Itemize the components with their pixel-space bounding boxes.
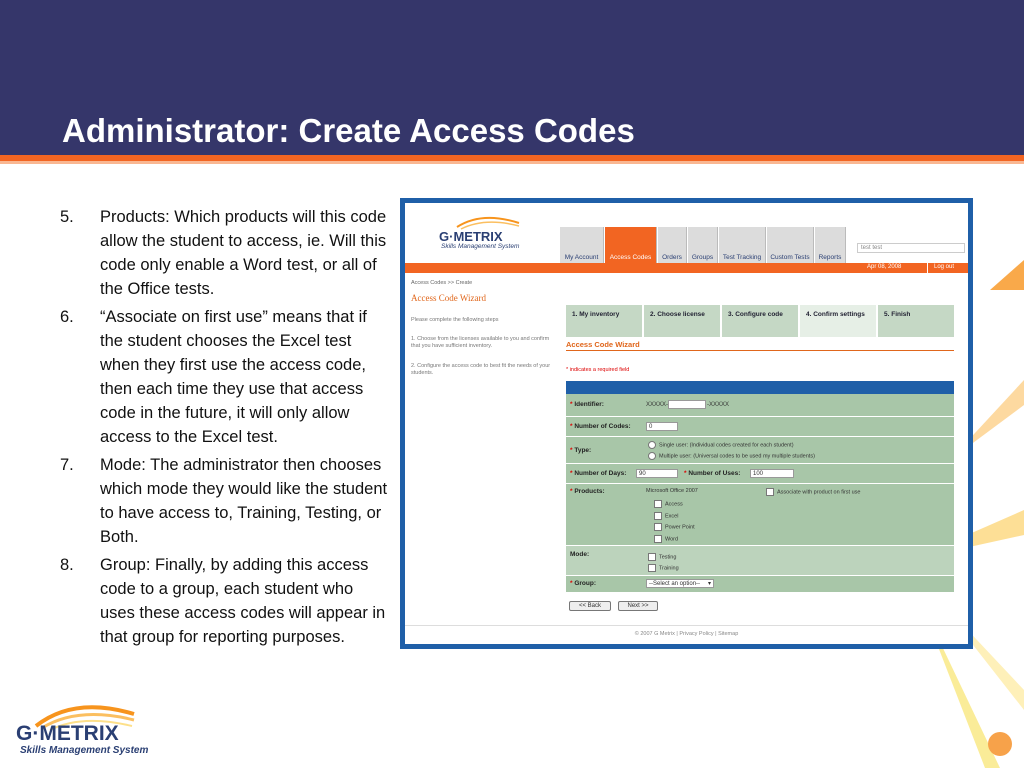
mode-training[interactable]: Training — [648, 564, 679, 572]
checkbox[interactable] — [648, 553, 656, 561]
slide-logo-brand: G·METRIX — [16, 722, 119, 745]
days-uses-row — [566, 464, 954, 484]
wizard-step-5: 5. Finish — [878, 305, 954, 337]
footer-divider — [405, 625, 968, 626]
identifier-row — [566, 394, 954, 417]
bullet-number: 8. — [60, 556, 74, 574]
sidebar-step-2: 2. Configure the access code to best fit the needs of your students. — [411, 363, 551, 376]
radio-button[interactable] — [648, 441, 656, 449]
tab-access-codes[interactable]: Access Codes — [605, 227, 657, 263]
num-days-input[interactable]: 90 — [636, 469, 678, 478]
tab-reports[interactable]: Reports — [815, 227, 846, 263]
bullet-number: 6. — [60, 308, 74, 326]
mode-row — [566, 546, 954, 576]
breadcrumb: Access Codes >> Create — [411, 280, 473, 286]
checkbox[interactable] — [654, 535, 662, 543]
products-row — [566, 484, 954, 546]
associate-option[interactable]: Associate with product on first use — [766, 488, 860, 496]
checkbox[interactable] — [648, 564, 656, 572]
bullet-item — [60, 205, 390, 301]
num-codes-input[interactable]: 0 — [646, 422, 678, 431]
type-single-option[interactable]: Single user: (Individual codes created for each student) — [648, 441, 794, 449]
checkbox[interactable] — [766, 488, 774, 496]
section-divider — [566, 350, 954, 351]
chevron-down-icon: ▾ — [707, 581, 711, 587]
wizard-title: Access Code Wizard — [411, 293, 486, 303]
divider — [927, 263, 928, 273]
sidebar-step-1: 1. Choose from the licenses available to you and confirm that you have sufficient inventory. — [411, 336, 550, 349]
num-codes-label: * Number of Codes: — [570, 423, 631, 430]
type-row — [566, 437, 954, 464]
product-word[interactable]: Word — [654, 535, 678, 543]
section-title: Access Code Wizard — [566, 340, 640, 349]
slide-title: Administrator: Create Access Codes — [62, 112, 635, 149]
group-select[interactable]: --Select an option-- ▾ — [646, 579, 714, 588]
app-logo-brand: G·METRIX — [439, 229, 503, 244]
bullet-text: “Associate on first use” means that if the student chooses the Excel test when they first use the access code, then each time they use that access code in the future, it will only allow access to the Excel test. — [100, 308, 367, 446]
type-label: * Type: — [570, 447, 592, 454]
tab-my-account[interactable]: My Account — [560, 227, 604, 263]
tab-custom-tests[interactable]: Custom Tests — [767, 227, 814, 263]
logout-link[interactable]: Log out — [934, 264, 955, 270]
num-uses-label: * Number of Uses: — [684, 470, 741, 477]
radio-button[interactable] — [648, 452, 656, 460]
identifier-prefix: XXXXX- — [646, 402, 669, 408]
screenshot-frame — [400, 198, 973, 649]
form-header-bar — [566, 381, 954, 394]
wizard-step-1: 1. My inventory — [566, 305, 644, 337]
bullet-text: Group: Finally, by adding this access code to a group, each student who uses these access codes will appear in that group for reporting purposes. — [100, 556, 386, 646]
mode-testing[interactable]: Testing — [648, 553, 676, 561]
slide-logo-tagline: Skills Management System — [20, 745, 149, 756]
wizard-step-4: 4. Confirm settings — [800, 305, 878, 337]
product-powerpoint[interactable]: Power Point — [654, 523, 695, 531]
tab-orders[interactable]: Orders — [658, 227, 687, 263]
num-codes-row — [566, 417, 954, 437]
bullet-number: 7. — [60, 456, 74, 474]
next-button[interactable]: Next >> — [618, 601, 658, 611]
bullet-item — [60, 553, 390, 649]
group-row — [566, 576, 954, 593]
num-days-label: * Number of Days: — [570, 470, 627, 477]
identifier-suffix: -XXXXX — [707, 402, 730, 408]
checkbox[interactable] — [654, 523, 662, 531]
bullet-text: Products: Which products will this code allow the student to access, ie. Will this code only enable a Word test, or all of the Office tests. — [100, 208, 387, 298]
required-note: * indicates a required field — [566, 367, 630, 373]
wizard-step-3: 3. Configure code — [722, 305, 800, 337]
num-uses-input[interactable]: 100 — [750, 469, 794, 478]
app-footer: © 2007 G Metrix | Privacy Policy | Sitemap — [634, 631, 739, 637]
bullet-list — [60, 205, 390, 653]
tab-test-tracking[interactable]: Test Tracking — [719, 227, 766, 263]
bullet-text: Mode: The administrator then chooses which mode they would like the student to have access to, Training, Testing, or Both. — [100, 456, 388, 546]
identifier-input[interactable] — [668, 400, 706, 409]
bullet-item — [60, 305, 390, 449]
product-excel[interactable]: Excel — [654, 512, 678, 520]
checkbox[interactable] — [654, 500, 662, 508]
date-label: Apr 08, 2008 — [867, 264, 902, 270]
wizard-step-2: 2. Choose license — [644, 305, 722, 337]
bullet-item — [60, 453, 390, 549]
tab-groups[interactable]: Groups — [688, 227, 718, 263]
checkbox[interactable] — [654, 512, 662, 520]
mode-label: Mode: — [570, 551, 590, 558]
group-label: * Group: — [570, 580, 597, 587]
type-multiple-option[interactable]: Multiple user: (Universal codes to be used my multiple students) — [648, 452, 815, 460]
header-divider-shadow — [0, 161, 1024, 164]
app-logo-tagline: Skills Management System — [441, 243, 520, 250]
identifier-label: * Identifier: — [570, 401, 604, 408]
sidebar-intro: Please complete the following steps — [411, 317, 499, 323]
product-group-label: Microsoft Office 2007 — [646, 488, 698, 494]
product-access[interactable]: Access — [654, 500, 683, 508]
products-label: * Products: — [570, 488, 605, 495]
back-button[interactable]: << Back — [569, 601, 611, 611]
search-input[interactable]: test test — [857, 243, 965, 253]
app-screenshot — [405, 203, 968, 644]
bullet-number: 5. — [60, 208, 74, 226]
